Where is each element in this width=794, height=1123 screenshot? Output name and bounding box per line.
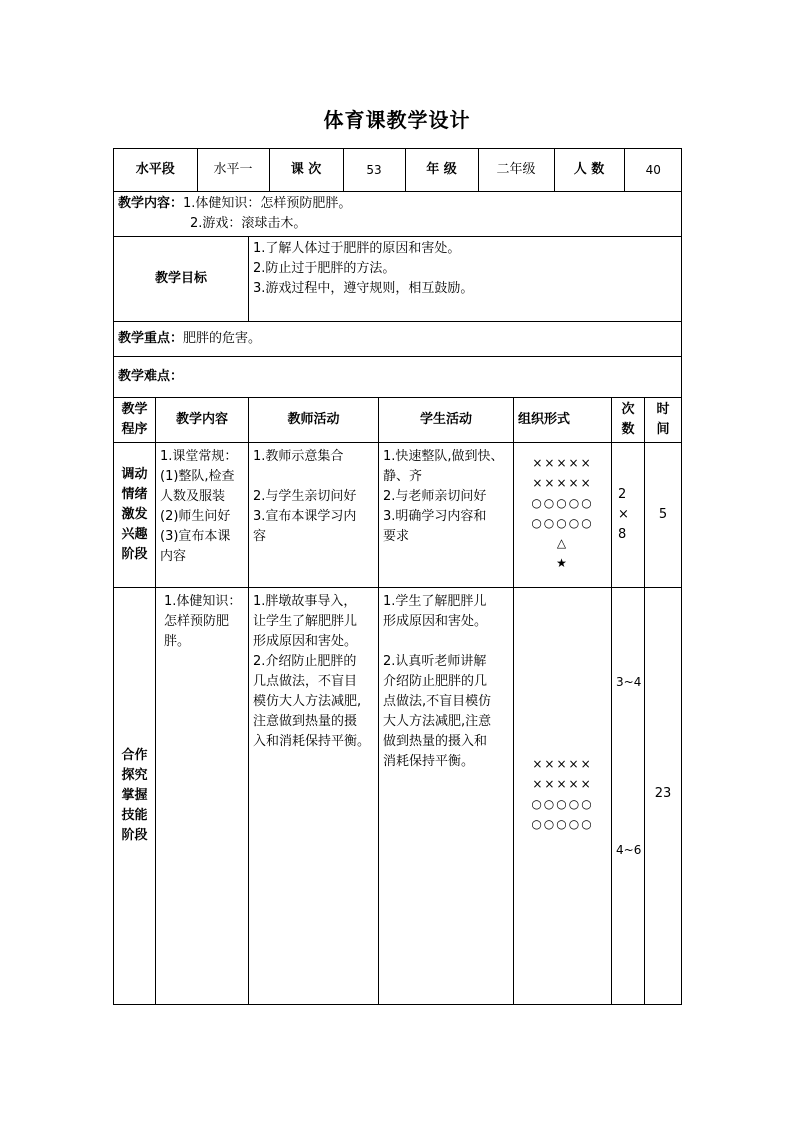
stage1-content-line: 1.课堂常规： bbox=[160, 449, 238, 464]
goals-label: 教学目标 bbox=[114, 237, 249, 322]
goal-item: 2.防止过于肥胖的方法。 bbox=[253, 261, 396, 276]
difficulty-row bbox=[114, 357, 682, 398]
stage2-student-line: 大人方法减肥,注意 bbox=[383, 714, 492, 729]
formation-row: ××××× bbox=[532, 777, 593, 791]
stage2-teacher-line: 1.胖墩故事导入， bbox=[253, 594, 357, 609]
lesson-plan-table bbox=[113, 148, 682, 1005]
stage2-content-line: 胖。 bbox=[164, 634, 191, 649]
stage2-formation bbox=[514, 588, 612, 1005]
stage1-teacher-line: 3.宣布本课学习内 bbox=[253, 509, 357, 524]
formation-row: ○○○○○ bbox=[531, 516, 594, 530]
column-header-row bbox=[114, 398, 682, 443]
stage1-time: 5 bbox=[645, 443, 682, 588]
formation-row: ××××× bbox=[532, 757, 593, 771]
content-label: 教学内容： bbox=[118, 196, 184, 211]
stage1-times-line: × bbox=[618, 507, 629, 522]
goals-row bbox=[114, 237, 682, 322]
stage2-time: 23 bbox=[654, 786, 672, 801]
stage2-teacher-line: 2.介绍防止肥胖的 bbox=[253, 654, 357, 669]
content-line-1: 1.体健知识：怎样预防肥胖。 bbox=[183, 196, 352, 211]
stage1-times-line: 8 bbox=[618, 527, 627, 542]
key-point-value: 肥胖的危害。 bbox=[183, 331, 262, 346]
formation-row: ××××× bbox=[532, 476, 593, 490]
stage2-teacher-line: 形成原因和害处。 bbox=[253, 634, 358, 649]
stage2-content-line: 1.体健知识： bbox=[164, 594, 242, 609]
grade-value: 二年级 bbox=[478, 149, 554, 191]
content-line-2: 2.游戏：滚球击木。 bbox=[190, 216, 307, 231]
count-label: 人 数 bbox=[554, 149, 624, 191]
teacher-triangle-icon: △ bbox=[556, 536, 569, 550]
stage2-student-line: 介绍防止肥胖的几 bbox=[383, 674, 488, 689]
stage1-student-line: 1.快速整队,做到快、 bbox=[383, 449, 504, 464]
stage1-content-line: (2)师生问好 bbox=[160, 509, 231, 524]
stage1-row bbox=[114, 443, 682, 588]
stage1-student-line: 3.明确学习内容和 bbox=[383, 509, 487, 524]
formation-row: ××××× bbox=[532, 456, 593, 470]
stage2-student-line: 点做法,不盲目模仿 bbox=[383, 694, 492, 709]
stage1-teacher-line: 2.与学生亲切问好 bbox=[253, 489, 357, 504]
stage1-content-line: 内容 bbox=[160, 549, 187, 564]
stage1-content-line: 人数及服装 bbox=[160, 489, 226, 504]
col-times: 次数 bbox=[612, 398, 645, 443]
stage1-content-line: (1)整队,检查 bbox=[160, 469, 235, 484]
stage1-formation bbox=[514, 443, 612, 588]
col-procedure: 教学程序 bbox=[114, 398, 156, 443]
lesson-label: 课 次 bbox=[269, 149, 343, 191]
goal-item: 1.了解人体过于肥胖的原因和害处。 bbox=[253, 241, 461, 256]
key-point-row bbox=[114, 322, 682, 357]
lesson-value: 53 bbox=[343, 149, 405, 191]
stage2-student-line bbox=[383, 632, 509, 652]
stage2-teacher-line: 让学生了解肥胖儿 bbox=[253, 614, 358, 629]
stage1-content-line: (3)宣布本课 bbox=[160, 529, 231, 544]
stage2-student-line: 做到热量的摄入和 bbox=[383, 734, 488, 749]
formation-row: ○○○○○ bbox=[531, 817, 594, 831]
stage2-content-line: 怎样预防肥 bbox=[164, 614, 230, 629]
col-content: 教学内容 bbox=[156, 398, 249, 443]
difficulty-label: 教学难点： bbox=[118, 369, 184, 384]
content-row bbox=[114, 192, 682, 237]
key-point-label: 教学重点： bbox=[118, 331, 184, 346]
stage2-teacher-line: 入和消耗保持平衡。 bbox=[253, 734, 371, 749]
formation-row: ○○○○○ bbox=[531, 797, 594, 811]
stage1-teacher-line bbox=[253, 467, 374, 487]
header-row bbox=[114, 149, 682, 192]
count-value: 40 bbox=[645, 163, 661, 177]
stage1-student-line: 2.与老师亲切问好 bbox=[383, 489, 487, 504]
stage1-student-line: 静、齐 bbox=[383, 469, 423, 484]
level-label: 水平段 bbox=[114, 149, 197, 191]
stage1-student-line: 要求 bbox=[383, 529, 410, 544]
stage1-times-line: 2 bbox=[618, 487, 627, 502]
stage2-row bbox=[114, 588, 682, 1005]
stage2-student-line: 形成原因和害处。 bbox=[383, 614, 488, 629]
stage1-teacher-line: 容 bbox=[253, 529, 267, 544]
formation-row: ○○○○○ bbox=[531, 496, 594, 510]
stage2-student-line: 消耗保持平衡。 bbox=[383, 754, 475, 769]
stage2-teacher-line: 模仿大人方法减肥, bbox=[253, 694, 362, 709]
page-title: 体育课教学设计 bbox=[323, 108, 471, 132]
stage2-times-a: 3~4 bbox=[616, 675, 642, 689]
col-teacher: 教师活动 bbox=[249, 398, 379, 443]
stage2-times-b: 4~6 bbox=[616, 843, 642, 857]
col-time: 时间 bbox=[645, 398, 682, 443]
stage2-teacher-line: 注意做到热量的摄 bbox=[253, 714, 358, 729]
col-student: 学生活动 bbox=[379, 398, 514, 443]
level-value: 水平一 bbox=[197, 149, 269, 191]
star-icon: ★ bbox=[556, 556, 569, 570]
stage2-student-line: 2.认真听老师讲解 bbox=[383, 654, 487, 669]
goal-item: 3.游戏过程中，遵守规则，相互鼓励。 bbox=[253, 281, 474, 296]
stage1-teacher-line: 1.教师示意集合 bbox=[253, 449, 344, 464]
col-organization: 组织形式 bbox=[514, 398, 612, 443]
grade-label: 年 级 bbox=[405, 149, 478, 191]
stage2-student-line: 1.学生了解肥胖儿 bbox=[383, 594, 487, 609]
stage1-name: 调动情绪激发兴趣阶段 bbox=[114, 443, 156, 588]
stage2-teacher-line: 几点做法，不盲目 bbox=[253, 674, 358, 689]
stage2-name: 合作探究掌握技能阶段 bbox=[114, 588, 156, 1005]
